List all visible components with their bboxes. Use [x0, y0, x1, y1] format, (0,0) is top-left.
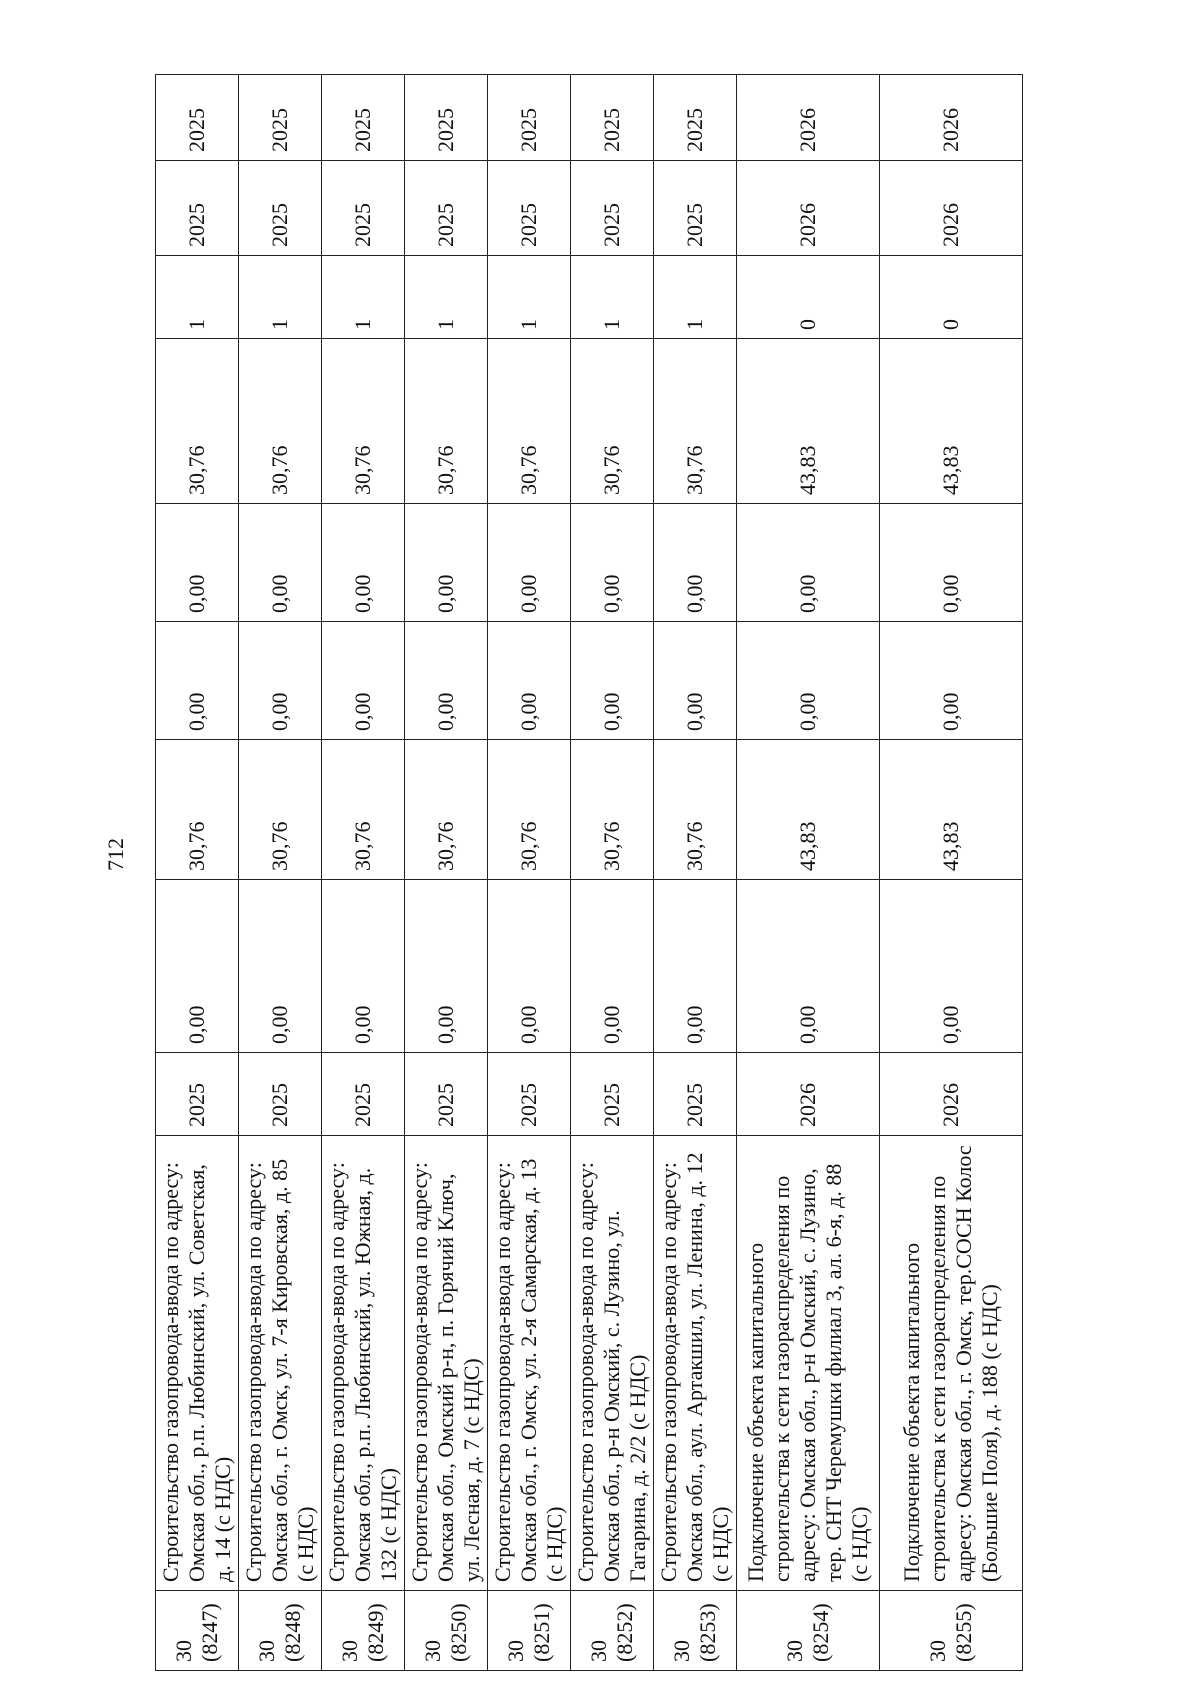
row-id-text: 30	[782, 1640, 807, 1662]
value-3-cell	[405, 622, 488, 740]
flag-cell	[405, 256, 488, 339]
value-5-cell	[571, 339, 654, 504]
year-2-text: 2025	[516, 108, 541, 152]
year-2-cell	[156, 75, 239, 161]
value-3-cell	[488, 622, 571, 740]
value-3-cell	[571, 622, 654, 740]
year-2-text: 2026	[938, 108, 963, 152]
value-2-text: 30,76	[350, 821, 375, 871]
year-start-text: 2026	[795, 1083, 820, 1127]
row-id-text: (8249)	[363, 1603, 388, 1662]
year-2-cell	[654, 75, 737, 161]
row-id-text: 30	[503, 1640, 528, 1662]
table-body	[156, 75, 1023, 1671]
year-start-cell	[322, 1053, 405, 1136]
description-text: Строительство газопровода-ввода по адресу: Омская обл., р.п. Любинский, ул. Советская, д. 14 (с НДС)	[158, 1162, 235, 1582]
value-2-cell	[654, 740, 737, 880]
year-1-cell	[737, 161, 880, 256]
value-3-cell	[654, 622, 737, 740]
value-5-text: 43,83	[795, 445, 820, 495]
value-3-cell	[156, 622, 239, 740]
value-4-cell	[239, 504, 322, 622]
year-start-cell	[156, 1053, 239, 1136]
value-1-cell	[737, 880, 880, 1053]
value-5-text: 30,76	[682, 445, 707, 495]
row-id-text: (8252)	[612, 1603, 637, 1662]
value-1-text: 0,00	[938, 1005, 963, 1044]
year-start-text: 2025	[516, 1083, 541, 1127]
year-2-text: 2025	[350, 108, 375, 152]
flag-cell	[880, 256, 1023, 339]
value-3-cell	[239, 622, 322, 740]
row-id-text: (8251)	[529, 1603, 554, 1662]
year-1-cell	[654, 161, 737, 256]
value-1-text: 0,00	[682, 1005, 707, 1044]
value-5-cell	[322, 339, 405, 504]
row-id-text: 30	[254, 1640, 279, 1662]
year-start-cell	[239, 1053, 322, 1136]
value-5-cell	[488, 339, 571, 504]
value-5-cell	[239, 339, 322, 504]
flag-cell	[571, 256, 654, 339]
value-4-text: 0,00	[516, 574, 541, 613]
description-cell	[322, 1136, 405, 1591]
rotated-page	[103, 75, 1070, 1671]
value-2-cell	[737, 740, 880, 880]
table-row	[880, 75, 1023, 1671]
value-4-cell	[654, 504, 737, 622]
value-5-cell	[156, 339, 239, 504]
year-1-cell	[322, 161, 405, 256]
flag-text: 1	[516, 319, 541, 330]
row-id-cell	[654, 1591, 737, 1671]
value-3-text: 0,00	[795, 692, 820, 731]
year-start-cell	[880, 1053, 1023, 1136]
year-1-cell	[880, 161, 1023, 256]
flag-text: 1	[682, 319, 707, 330]
year-1-cell	[488, 161, 571, 256]
year-1-cell	[571, 161, 654, 256]
table-row	[488, 75, 571, 1671]
year-2-text: 2025	[433, 108, 458, 152]
table-row	[156, 75, 239, 1671]
flag-text: 1	[350, 319, 375, 330]
value-1-cell	[654, 880, 737, 1053]
year-start-cell	[737, 1053, 880, 1136]
flag-cell	[322, 256, 405, 339]
value-1-cell	[880, 880, 1023, 1053]
row-id-text: (8250)	[446, 1603, 471, 1662]
row-id-text: 30	[171, 1640, 196, 1662]
row-id-text: (8253)	[695, 1603, 720, 1662]
value-4-text: 0,00	[938, 574, 963, 613]
year-1-text: 2026	[795, 203, 820, 247]
value-5-text: 30,76	[516, 445, 541, 495]
flag-text: 1	[267, 319, 292, 330]
flag-cell	[488, 256, 571, 339]
row-id-cell	[571, 1591, 654, 1671]
description-text: Строительство газопровода-ввода по адресу: Омская обл., г. Омск, ул. 2-я Самарская, д. 13 (с НДС)	[490, 1158, 567, 1582]
value-2-text: 30,76	[682, 821, 707, 871]
description-cell	[405, 1136, 488, 1591]
value-4-text: 0,00	[433, 574, 458, 613]
year-1-cell	[156, 161, 239, 256]
description-text: Строительство газопровода-ввода по адресу: Омская обл., г. Омск, ул. 7-я Кировская, д. 85 (с НДС)	[241, 1158, 318, 1582]
year-start-text: 2025	[682, 1083, 707, 1127]
value-2-text: 30,76	[433, 821, 458, 871]
row-id-text: (8247)	[197, 1603, 222, 1662]
value-3-text: 0,00	[599, 692, 624, 731]
description-text: Подключение объекта капитального строительства к сети газораспределения по адресу: Омская обл., г. Омск, тер.СОСН Колос (Большие Поля), д. 188 (с НДС)	[899, 1145, 1002, 1582]
flag-text: 0	[938, 319, 963, 330]
flag-cell	[239, 256, 322, 339]
value-2-cell	[322, 740, 405, 880]
year-2-cell	[571, 75, 654, 161]
table-row	[654, 75, 737, 1671]
value-1-cell	[322, 880, 405, 1053]
value-2-cell	[156, 740, 239, 880]
description-cell	[737, 1136, 880, 1591]
year-start-text: 2025	[433, 1083, 458, 1127]
year-2-text: 2025	[599, 108, 624, 152]
value-4-text: 0,00	[184, 574, 209, 613]
year-2-cell	[405, 75, 488, 161]
row-id-text: 30	[669, 1640, 694, 1662]
value-1-text: 0,00	[184, 1005, 209, 1044]
page-number: 712	[103, 838, 128, 871]
value-4-cell	[322, 504, 405, 622]
year-1-text: 2025	[682, 203, 707, 247]
value-5-cell	[880, 339, 1023, 504]
year-start-cell	[405, 1053, 488, 1136]
value-3-cell	[880, 622, 1023, 740]
table-row	[571, 75, 654, 1671]
row-id-text: (8248)	[280, 1603, 305, 1662]
value-4-cell	[571, 504, 654, 622]
value-5-text: 30,76	[433, 445, 458, 495]
value-4-text: 0,00	[350, 574, 375, 613]
value-2-text: 30,76	[184, 821, 209, 871]
value-3-cell	[737, 622, 880, 740]
flag-text: 1	[184, 319, 209, 330]
flag-cell	[737, 256, 880, 339]
table-row	[239, 75, 322, 1671]
row-id-text: 30	[420, 1640, 445, 1662]
value-2-cell	[488, 740, 571, 880]
value-2-cell	[405, 740, 488, 880]
year-2-text: 2026	[795, 108, 820, 152]
year-start-cell	[488, 1053, 571, 1136]
value-5-cell	[405, 339, 488, 504]
year-2-text: 2025	[184, 108, 209, 152]
flag-text: 0	[795, 319, 820, 330]
value-5-cell	[654, 339, 737, 504]
value-3-text: 0,00	[682, 692, 707, 731]
value-4-cell	[488, 504, 571, 622]
value-5-text: 30,76	[599, 445, 624, 495]
year-2-cell	[737, 75, 880, 161]
flag-cell	[156, 256, 239, 339]
year-1-text: 2026	[938, 203, 963, 247]
year-2-text: 2025	[267, 108, 292, 152]
flag-text: 1	[433, 319, 458, 330]
value-4-cell	[405, 504, 488, 622]
description-cell	[571, 1136, 654, 1591]
row-id-text: (8254)	[808, 1603, 833, 1662]
flag-cell	[654, 256, 737, 339]
year-start-text: 2025	[599, 1083, 624, 1127]
row-id-cell	[322, 1591, 405, 1671]
description-cell	[488, 1136, 571, 1591]
value-4-cell	[156, 504, 239, 622]
value-2-text: 30,76	[599, 821, 624, 871]
year-1-text: 2025	[184, 203, 209, 247]
projects-table	[155, 74, 1023, 1671]
value-5-text: 30,76	[350, 445, 375, 495]
value-3-text: 0,00	[267, 692, 292, 731]
year-1-text: 2025	[267, 203, 292, 247]
year-1-cell	[405, 161, 488, 256]
value-1-text: 0,00	[795, 1005, 820, 1044]
year-1-text: 2025	[516, 203, 541, 247]
description-text: Строительство газопровода-ввода по адресу: Омская обл., Омский р-н, п. Горячий Ключ, ул. Лесная, д. 7 (с НДС)	[407, 1162, 484, 1582]
year-start-cell	[654, 1053, 737, 1136]
row-id-text: (8255)	[951, 1603, 976, 1662]
value-1-text: 0,00	[350, 1005, 375, 1044]
value-3-text: 0,00	[433, 692, 458, 731]
description-cell	[239, 1136, 322, 1591]
year-start-cell	[571, 1053, 654, 1136]
value-2-cell	[880, 740, 1023, 880]
value-4-cell	[737, 504, 880, 622]
row-id-text: 30	[925, 1640, 950, 1662]
year-start-text: 2025	[267, 1083, 292, 1127]
year-2-cell	[239, 75, 322, 161]
value-2-text: 43,83	[795, 821, 820, 871]
value-4-text: 0,00	[795, 574, 820, 613]
row-id-text: 30	[586, 1640, 611, 1662]
row-id-cell	[488, 1591, 571, 1671]
year-start-text: 2026	[938, 1083, 963, 1127]
value-4-text: 0,00	[682, 574, 707, 613]
year-1-text: 2025	[350, 203, 375, 247]
description-text: Подключение объекта капитального строительства к сети газораспределения по адресу: Омская обл., р-н Омский, с. Лузино, тер. СНТ Черемушки филиал 3, ал. 6-я, д. 88 (с НДС)	[743, 1163, 872, 1582]
description-cell	[156, 1136, 239, 1591]
value-1-text: 0,00	[433, 1005, 458, 1044]
description-text: Строительство газопровода-ввода по адресу: Омская обл., аул. Артакшил, ул. Ленина, д. 12 (с НДС)	[656, 1152, 733, 1582]
value-2-cell	[571, 740, 654, 880]
value-5-text: 43,83	[938, 445, 963, 495]
value-2-text: 43,83	[938, 821, 963, 871]
year-1-cell	[239, 161, 322, 256]
year-start-text: 2025	[350, 1083, 375, 1127]
year-2-cell	[322, 75, 405, 161]
description-cell	[880, 1136, 1023, 1591]
row-id-cell	[239, 1591, 322, 1671]
flag-text: 1	[599, 319, 624, 330]
value-3-text: 0,00	[516, 692, 541, 731]
year-2-cell	[488, 75, 571, 161]
table-row	[737, 75, 880, 1671]
value-2-cell	[239, 740, 322, 880]
row-id-cell	[880, 1591, 1023, 1671]
table-row	[405, 75, 488, 1671]
row-id-cell	[405, 1591, 488, 1671]
row-id-text: 30	[337, 1640, 362, 1662]
value-3-cell	[322, 622, 405, 740]
value-1-cell	[571, 880, 654, 1053]
value-1-cell	[239, 880, 322, 1053]
value-4-cell	[880, 504, 1023, 622]
value-3-text: 0,00	[184, 692, 209, 731]
value-5-cell	[737, 339, 880, 504]
value-2-text: 30,76	[267, 821, 292, 871]
value-1-cell	[405, 880, 488, 1053]
description-text: Строительство газопровода-ввода по адресу: Омская обл., р.п. Любинский, ул. Южная, д. 132 (с НДС)	[324, 1162, 401, 1582]
description-cell	[654, 1136, 737, 1591]
value-4-text: 0,00	[267, 574, 292, 613]
year-1-text: 2025	[433, 203, 458, 247]
row-id-cell	[156, 1591, 239, 1671]
year-start-text: 2025	[184, 1083, 209, 1127]
description-text: Строительство газопровода-ввода по адресу: Омская обл., р-н Омский, с. Лузино, ул. Гагарина, д. 2/2 (с НДС)	[573, 1162, 650, 1582]
table-row	[322, 75, 405, 1671]
value-1-text: 0,00	[267, 1005, 292, 1044]
value-4-text: 0,00	[599, 574, 624, 613]
value-2-text: 30,76	[516, 821, 541, 871]
value-1-cell	[156, 880, 239, 1053]
value-3-text: 0,00	[350, 692, 375, 731]
value-3-text: 0,00	[938, 692, 963, 731]
value-1-text: 0,00	[599, 1005, 624, 1044]
row-id-cell	[737, 1591, 880, 1671]
value-5-text: 30,76	[184, 445, 209, 495]
year-2-cell	[880, 75, 1023, 161]
value-1-cell	[488, 880, 571, 1053]
year-1-text: 2025	[599, 203, 624, 247]
year-2-text: 2025	[682, 108, 707, 152]
value-5-text: 30,76	[267, 445, 292, 495]
value-1-text: 0,00	[516, 1005, 541, 1044]
